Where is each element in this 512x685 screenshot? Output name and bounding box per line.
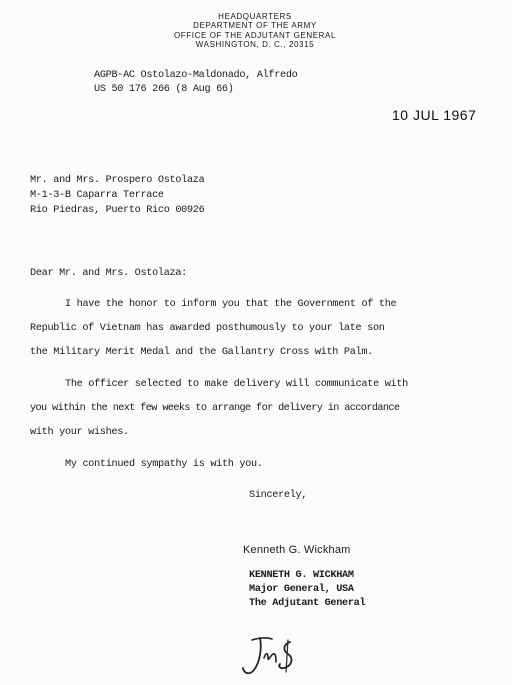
handwritten-initials bbox=[238, 634, 308, 678]
date-stamp: 10 JUL 1967 bbox=[392, 107, 477, 123]
letterhead-line: WASHINGTON, D. C., 20315 bbox=[195, 40, 315, 50]
recipient-street: M-1-3-B Caparra Terrace bbox=[30, 190, 164, 201]
signed-name: Kenneth G. Wickham bbox=[243, 544, 351, 556]
letterhead bbox=[150, 12, 360, 50]
body-line: The officer selected to make delivery will communicate with bbox=[65, 379, 408, 390]
body-line: My continued sympathy is with you. bbox=[65, 459, 263, 470]
body-line: I have the honor to inform you that the Government of the bbox=[65, 299, 397, 310]
body-line: you within the next few weeks to arrange for delivery in accordance bbox=[30, 403, 400, 414]
closing: Sincerely, bbox=[249, 490, 308, 501]
letterhead-line: DEPARTMENT OF THE ARMY bbox=[193, 21, 317, 31]
signer-title: The Adjutant General bbox=[249, 598, 366, 609]
salutation: Dear Mr. and Mrs. Ostolaza: bbox=[30, 268, 187, 279]
letterhead-line: OFFICE OF THE ADJUTANT GENERAL bbox=[173, 30, 337, 40]
reference-line: AGPB-AC Ostolazo-Maldonado, Alfredo bbox=[94, 70, 298, 81]
recipient-name: Mr. and Mrs. Prospero Ostolaza bbox=[30, 175, 205, 186]
recipient-city: Rio Piedras, Puerto Rico 00926 bbox=[30, 205, 205, 216]
typed-name: KENNETH G. WICKHAM bbox=[249, 570, 354, 581]
body-line: with your wishes. bbox=[30, 427, 129, 438]
body-line: Republic of Vietnam has awarded posthumously to your late son bbox=[30, 323, 385, 334]
letterhead-line: HEADQUARTERS bbox=[218, 12, 292, 21]
signer-rank: Major General, USA bbox=[249, 584, 354, 595]
body-line: the Military Merit Medal and the Gallantry Cross with Palm. bbox=[30, 347, 373, 358]
reference-line: US 50 176 266 (8 Aug 66) bbox=[94, 84, 234, 95]
